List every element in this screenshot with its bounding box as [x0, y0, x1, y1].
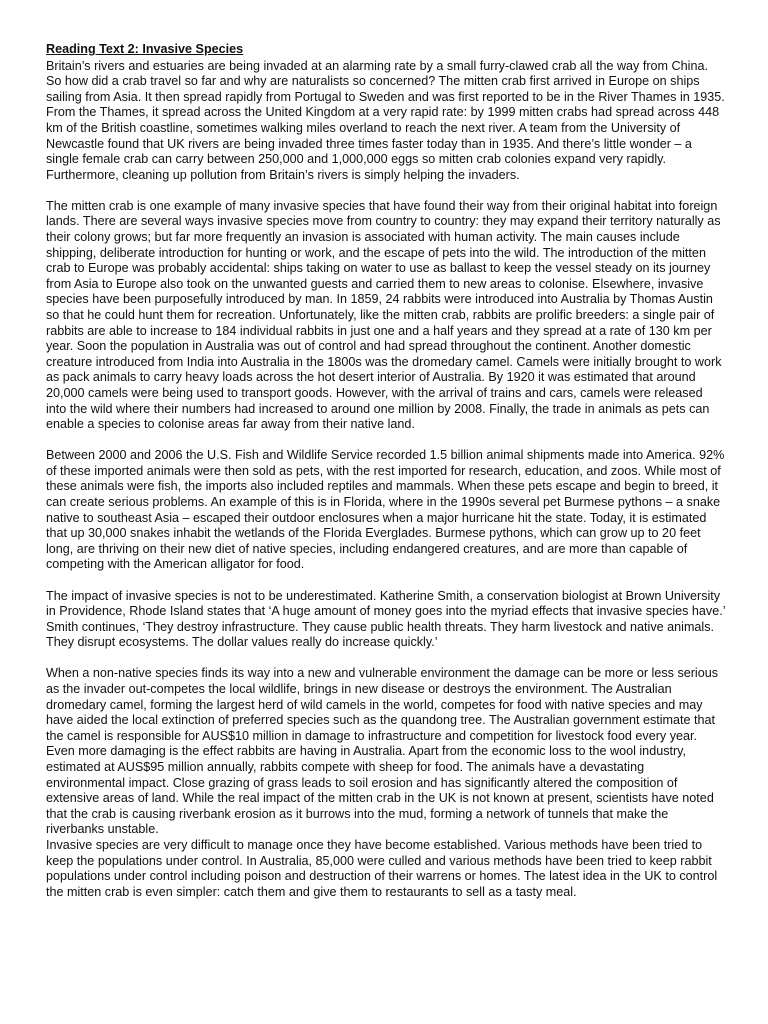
paragraph-mitten-crab-intro: Britain’s rivers and estuaries are being invaded at an alarming rate by a small furry-clawed crab all the way from China. So how did a crab travel so far and why are naturalists so concerned? The mitten crab first arrived in Europe on ships sailing from Asia. It then spread rapidly from Portugal to Sweden and was first reported to be in the River Thames in 1935. From the Thames, it spread across the United Kingdom at a very rapid rate: by 1999 mitten crabs had spread across 448 km of the British coastline, sometimes walking miles overland to reach the next river. A team from the University of Newcastle found that UK rivers are being invaded three times faster today than in 1935. And there’s little wonder – a single female crab can carry between 250,000 and 1,000,000 eggs so mitten crab colonies expand very rapidly. Furthermore, cleaning up pollution from Britain’s rivers is simply helping the invaders.	[46, 58, 725, 182]
paragraph-management: Invasive species are very difficult to manage once they have become established. Various methods have been tried to keep the populations under control. In Australia, 85,000 were culled and various methods have been tried to keep rabbit populations under control including poison and destruction of their warrens or homes. The latest idea in the UK to control the mitten crab is even simpler: catch them and give them to restaurants to sell as a tasty meal.	[46, 837, 718, 899]
paragraph-environmental-damage: When a non-native species finds its way into a new and vulnerable environment the damage can be more or less serious as the invader out-competes the local wildlife, brings in new disease or destroys the environment. The Australian dromedary camel, forming the largest herd of wild camels in the world, competes for food with native species and may have aided the local extinction of preferred species such as the quandong tree. The Australian government estimate that the camel is responsible for AUS$10 million in damage to infrastructure and competition for livestock food every year. Even more damaging is the effect rabbits are having in Australia. Apart from the economic loss to the wool industry, estimated at AUS$95 million annually, rabbits compete with sheep for food. The animals have a devastating environmental impact. Close grazing of grass leads to soil erosion and has significantly altered the composition of extensive areas of land. While the real impact of the mitten crab in the UK is not known at present, scientists have noted that the crab is causing riverbank erosion as it burrows into the mud, forming a network of tunnels that make the riverbanks unstable.	[46, 666, 719, 837]
paragraph-pet-trade: Between 2000 and 2006 the U.S. Fish and Wildlife Service recorded 1.5 billion animal shipments made into America. 92% of these imported animals were then sold as pets, with the rest imported for research, education, and zoos. While most of these animals were fish, the imports also included reptiles and mammals. When these pets escape and begin to breed, it can create serious problems. An example of this is in Florida, where in the 1990s several pet Burmese pythons – a snake native to southeast Asia – escaped their outdoor enclosures when a major hurricane hit the state. Today, it is estimated that up 30,000 snakes inhabit the wetlands of the Florida Everglades. Burmese pythons, which can grow up to 20 feet long, are thriving on their new diet of native species, including endangered creatures, and are more than capable of competing with the American alligator for food.	[46, 448, 725, 572]
paragraph-invasion-routes: The mitten crab is one example of many invasive species that have found their way from their original habitat into foreign lands. There are several ways invasive species move from country to country: they may expand their territory naturally as their colony grows; but far more frequently an invasion is associated with human activity. The main causes include shipping, deliberate introduction for hunting or work, and the escape of pets into the wild. The introduction of the mitten crab to Europe was probably accidental: ships taking on water to use as ballast to keep the vessel steady on its journey from Asia to Europe also took on the unwanted guests and carried them to new areas to colonise. Elsewhere, invasive species have been purposefully introduced by man. In 1859, 24 rabbits were introduced into Australia by Thomas Austin so that he could hunt them for recreation. Unfortunately, like the mitten crab, rabbits are prolific breeders: a single pair of rabbits are able to increase to 184 individual rabbits in just one and a half years and they spread at a rate of 130 km per year. Soon the population in Australia was out of control and had spread throughout the continent. Another domestic creature introduced from India into Australia in the 1800s was the dromedary camel. Camels were initially brought to work as pack animals to carry heavy loads across the hot desert interior of Australia. By 1920 it was estimated that around 20,000 camels were being used to transport goods. However, with the arrival of trains and cars, camels were released into the wild where their numbers had increased to around one million by 2008. Finally, the trade in animals as pets can enable a species to colonise areas far away from their native land.	[46, 198, 722, 432]
document-page	[46, 42, 726, 900]
paragraph-impact-quote: The impact of invasive species is not to be underestimated. Katherine Smith, a conservation biologist at Brown University in Providence, Rhode Island states that ‘A huge amount of money goes into the myriad effects that invasive species have.’ Smith continues, ‘They destroy infrastructure. They cause public health threats. They harm livestock and native animals. They disrupt ecosystems. The dollar values really do increase quickly.’	[46, 588, 726, 650]
document-title: Reading Text 2: Invasive Species	[46, 42, 244, 56]
